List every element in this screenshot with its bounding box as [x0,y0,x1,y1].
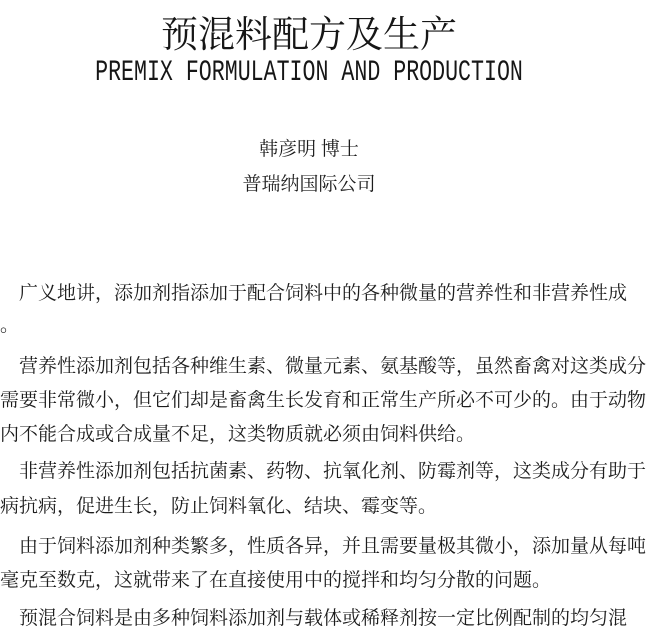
paragraph-line: 。 [0,315,20,336]
paragraph-line: 预混合饲料是由多种饲料添加剂与载体或稀释剂按一定比例配制的均匀混 [19,608,628,629]
paragraph-line: 营养性添加剂包括各种维生素、微量元素、氨基酸等，虽然畜禽对这类成分 [19,356,647,377]
paragraph-line: 需要非常微小，但它们却是畜禽生长发育和正常生产所必不可少的。由于动物 [0,390,647,411]
organization-line: 普瑞纳国际公司 [242,174,376,195]
paragraph-line: 毫克至数克，这就带来了在直接使用中的搅拌和均匀分散的问题。 [0,570,552,591]
paragraph-line: 广义地讲，添加剂指添加于配合饲料中的各种微量的营养性和非营养性成 [19,283,628,304]
paragraph-line: 由于饲料添加剂种类繁多，性质各异，并且需要量极其微小，添加量从每吨 [19,536,647,557]
paragraph-line: 非营养性添加剂包括抗菌素、药物、抗氧化剂、防霉剂等，这类成分有助于 [19,461,647,482]
paragraph-line: 内不能合成或合成量不足，这类物质就必须由饲料供给。 [0,424,476,445]
paragraph-line: 病抗病，促进生长，防止饲料氧化、结块、霉变等。 [0,496,438,517]
document-subtitle: PREMIX FORMULATION AND PRODUCTION [95,56,523,90]
author-line: 韩彦明 博士 [259,139,359,160]
document-title: 预混料配方及生产 [161,15,457,56]
